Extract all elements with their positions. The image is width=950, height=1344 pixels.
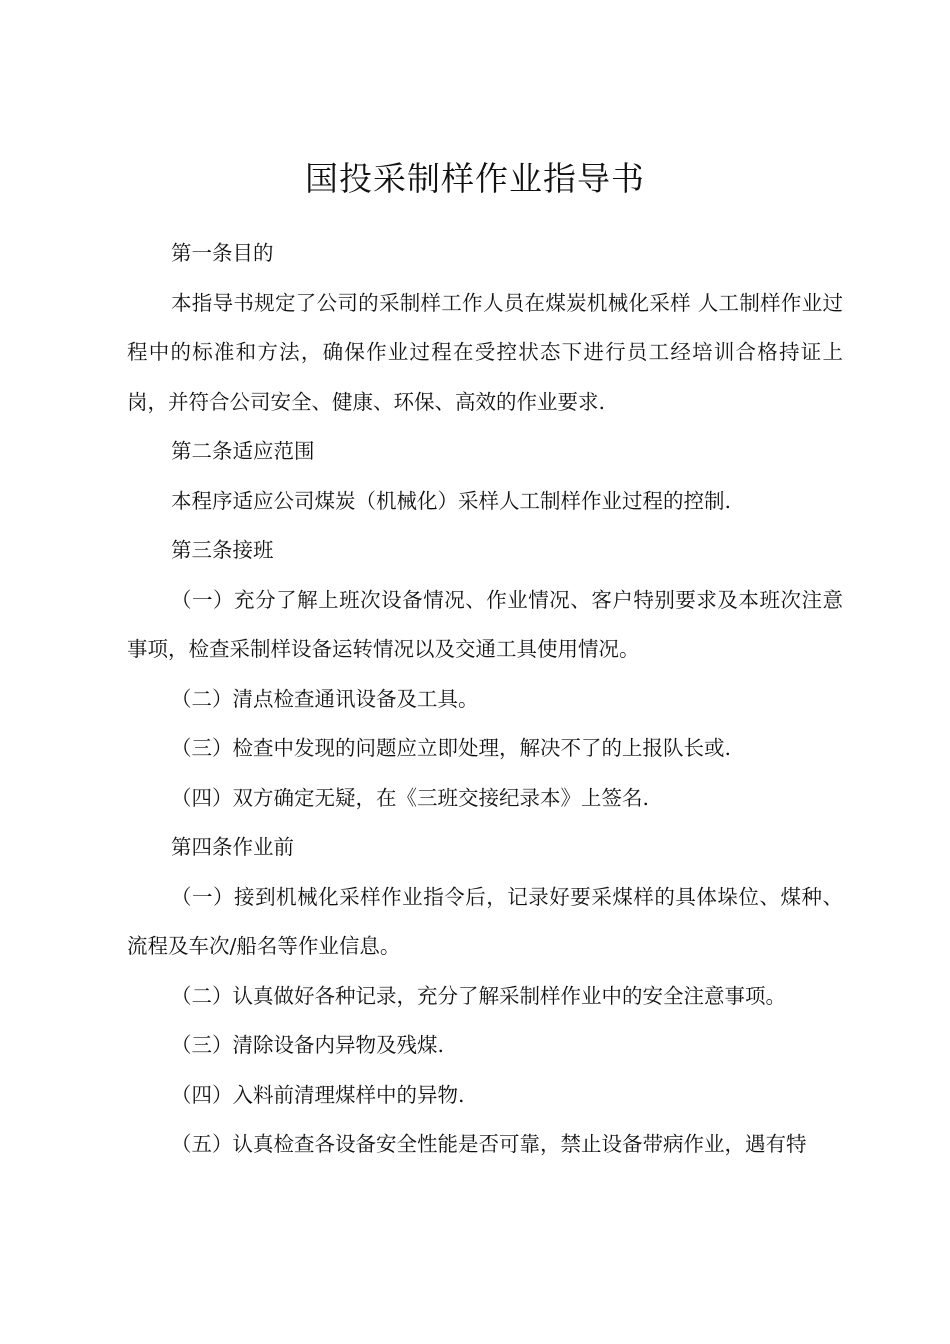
list-item: （一）充分了解上班次设备情况、作业情况、客户特别要求及本班次注意事项，检查采制样设备运转情况以及交通工具使用情况。 [127,587,843,661]
list-item: （五）认真检查各设备安全性能是否可靠，禁止设备带病作业，遇有特 [171,1132,807,1156]
paragraph-scope: 本程序适应公司煤炭（机械化）采样人工制样作业过程的控制. [171,488,732,513]
list-item: （二）清点检查通讯设备及工具。 [171,686,479,711]
paragraph-purpose: 本指导书规定了公司的采制样工作人员在煤炭机械化采样 人工制样作业过程中的标准和方法，确保作业过程在受控状态下进行员工经培训合格持证上岗，并符合公司安全、健康、环保、高效的作业要求. [127,290,843,414]
section-heading-4: 第四条作业前 [171,835,294,859]
section-heading-2: 第二条适应范围 [171,439,315,463]
list-item: （三）清除设备内异物及残煤. [171,1033,445,1057]
section-heading-1: 第一条目的 [171,241,274,265]
list-item: （二）认真做好各种记录，充分了解采制样作业中的安全注意事项。 [171,983,786,1008]
section-heading-3: 第三条接班 [171,538,274,562]
list-item: （四）双方确定无疑，在《三班交接纪录本》上签名. [171,785,650,810]
document-body [127,229,843,1170]
list-item: （一）接到机械化采样作业指令后，记录好要采煤样的具体垛位、煤种、流程及车次/船名等作业信息。 [127,884,843,958]
page-title: 国投采制样作业指导书 [305,159,645,198]
list-item: （四）入料前清理煤样中的异物. [171,1082,465,1107]
list-item: （三）检查中发现的问题应立即处理，解决不了的上报队长或. [171,736,732,760]
